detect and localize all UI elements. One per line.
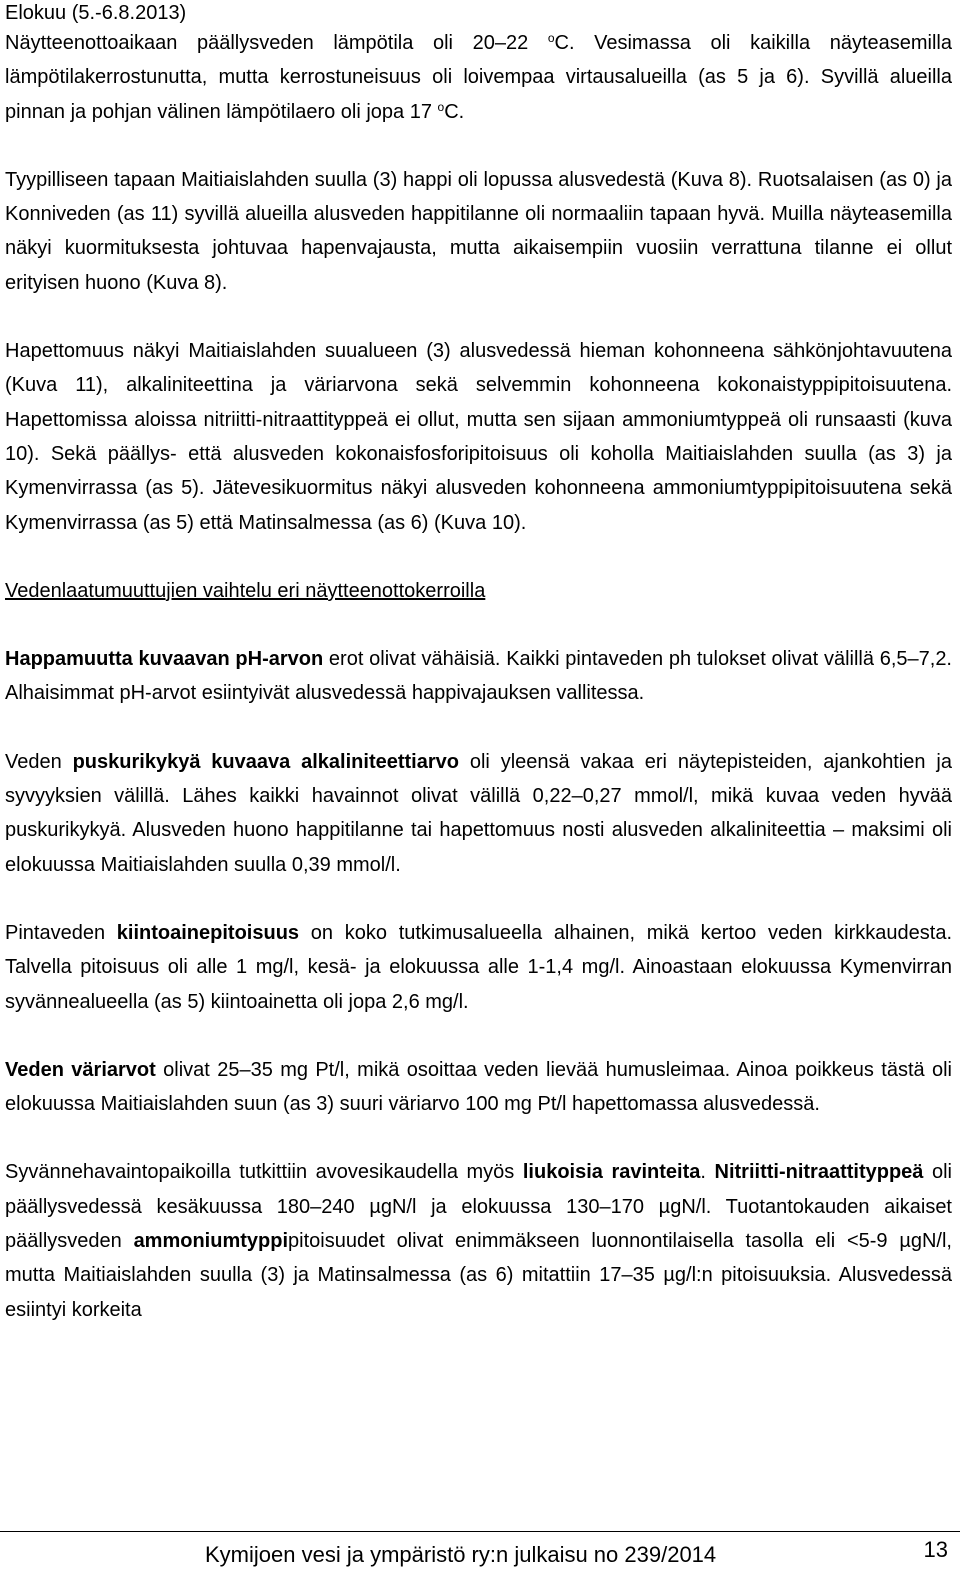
text-segment: oli päällysvedessä kesäkuussa 180–240 µgN/l ja elokuussa 130–170 µgN/l. Tuotantokauden aikaiset päällysveden xyxy=(5,1161,952,1253)
footer-publication: Kymijoen vesi ja ympäristö ry:n julkaisu no 239/2014 xyxy=(205,1542,717,1567)
paragraph-ph xyxy=(5,642,952,711)
text-segment: Syvännehavaintopaikoilla tutkittiin avovesikaudella myös xyxy=(5,1161,523,1184)
text-segment: pitoisuudet olivat enimmäkseen luonnontilaisella tasolla eli <5-9 µgN/l, mutta Maitiaislahden suulla (3) ja Matinsalmessa (as 6) mitattiin 17–35 µg/l:n pitoisuuksia. Alusvedessä esiintyi korkeita xyxy=(5,1230,952,1321)
bold-term: ammoniumtyppi xyxy=(133,1230,289,1253)
text-segment: C. Vesimassa oli kaikilla näyteasemilla lämpötilakerrostunutta, mutta kerrostuneisuus oli loivempaa virtausalueilla (as 5 ja 6). Syvillä alueilla pinnan ja pohjan välinen lämpötilaero oli jopa 17 xyxy=(5,32,952,123)
bold-term: puskurikykyä kuvaava alkaliniteettiarvo xyxy=(72,750,459,773)
text-segment: Näytteenottoaikaan päällysveden lämpötila oli 20–22 xyxy=(5,32,548,54)
bold-term: kiintoainepitoisuus xyxy=(116,921,300,944)
bold-term: Veden väriarvot xyxy=(5,1058,156,1081)
superscript: o xyxy=(547,31,555,45)
paragraph-temperature xyxy=(5,26,952,129)
text-segment: olivat 25–35 mg Pt/l, mikä osoittaa veden lievää humusleimaa. Ainoa poikkeus tästä oli elokuussa Maitiaislahden suun (as 3) suuri väriarvo 100 mg Pt/l hapettomassa alusvedessä. xyxy=(5,1058,952,1116)
text-segment: oli yleensä vakaa eri näytepisteiden, ajankohtien ja syvyyksien välillä. Lähes kaikki havainnot olivat välillä 0,22–0,27 mmol/l, mikä kuvaa veden hyvää puskurikykyä. Alusveden huono happitilanne tai hapettomuus nosti alusveden alkaliniteettia – maksimi oli elokuussa Maitiaislahden suulla 0,39 mmol/l. xyxy=(5,750,952,876)
page-body xyxy=(5,0,952,1327)
text-segment: erot olivat vähäisiä. Kaikki pintaveden ph tulokset olivat välillä 6,5–7,2. Alhaisimmat pH-arvot esiintyivät alusvedessä happivajauksen vallitessa. xyxy=(5,648,952,705)
text-segment: Veden xyxy=(5,750,73,773)
bold-term: Nitriitti-nitraattityppeä xyxy=(714,1161,924,1184)
paragraph-anoxia: Hapettomuus näkyi Maitiaislahden suualueen (3) alusvedessä hieman kohonneena sähkönjohtavuutena (Kuva 11), alkaliniteettina ja väriarvona sekä selvemmin kohonneena kokonaistyppipitoisuutena. Hapettomissa aloissa nitriitti-nitraattityppeä ei ollut, mutta sen sijaan ammoniumtyppeä oli runsaasti (kuva 10). Sekä päällys- että alusveden kokonaisfosforipitoisuus oli koholla Maitiaislahden suulla (as 3) ja Kymenvirrassa (as 5). Jätevesikuormitus näkyi alusveden kohonneena ammoniumtyppipitoisuutena sekä Kymenvirrassa (as 5) että Matinsalmessa (as 6) (Kuva 10). xyxy=(5,340,952,534)
page-number: 13 xyxy=(923,1537,948,1562)
paragraph-alkalinity xyxy=(5,745,952,882)
paragraph-nutrients xyxy=(5,1155,952,1326)
superscript: o xyxy=(437,99,445,114)
footer-divider xyxy=(0,1531,960,1532)
section-title: Elokuu (5.-6.8.2013) xyxy=(5,2,187,24)
text-segment: C. xyxy=(444,100,465,123)
subheading: Vedenlaatumuuttujien vaihtelu eri näytteenottokerroilla xyxy=(5,579,486,602)
paragraph-oxygen: Tyypilliseen tapaan Maitiaislahden suulla (3) happi oli lopussa alusvedestä (Kuva 8). Ruotsalaisen (as 0) ja Konniveden (as 11) syvillä alueilla alusveden happitilanne oli normaaliin tapaan hyvä. Muilla näyteasemilla näkyi kuormituksesta johtuvaa hapenvajausta, mutta aikaisempiin vuosiin verrattuna tilanne ei ollut erityisen huono (Kuva 8). xyxy=(5,168,952,294)
paragraph-solids xyxy=(5,916,952,1019)
text-segment: on koko tutkimusalueella alhainen, mikä kertoo veden kirkkaudesta. Talvella pitoisuus oli alle 1 mg/l, kesä- ja elokuussa alle 1-1,4 mg/l. Ainoastaan elokuussa Kymenvirran syvännealueella (as 5) kiintoainetta oli jopa 2,6 mg/l. xyxy=(5,921,952,1013)
text-segment: . xyxy=(700,1161,715,1184)
bold-term: Happamuutta kuvaavan pH-arvon xyxy=(5,648,324,671)
bold-term: liukoisia ravinteita xyxy=(522,1161,701,1184)
paragraph-color xyxy=(5,1053,952,1122)
text-segment: Pintaveden xyxy=(5,921,117,944)
